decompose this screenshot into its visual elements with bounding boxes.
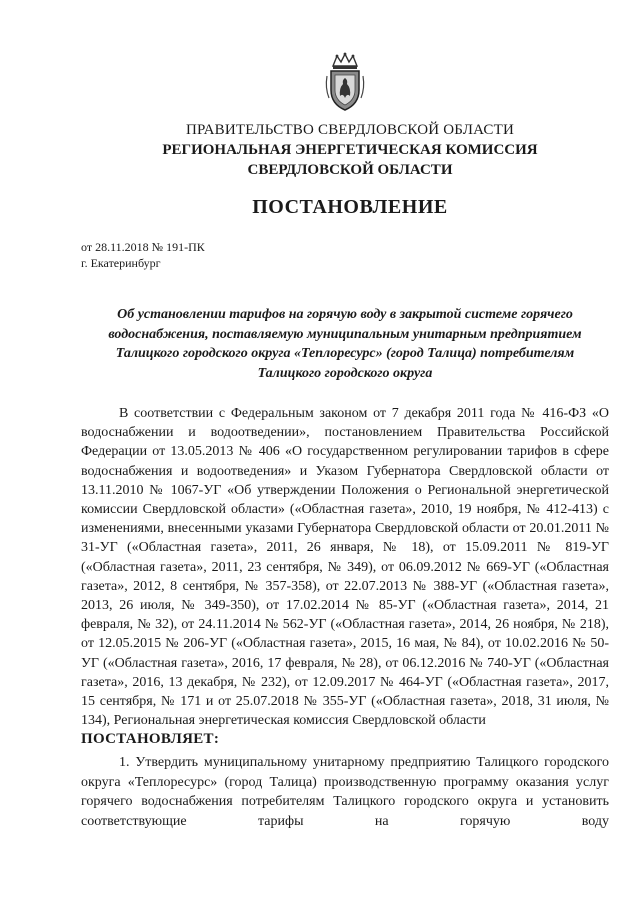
resolves-heading: ПОСТАНОВЛЯЕТ: <box>81 731 220 747</box>
document-subject: Об установлении тарифов на горячую воду в закрытой системе горячего водоснабжения, поставляемую муниципальным унитарным предприятием Талицкого городского округа «Теплоресурс» (город Талица) потребителям Талицкого городского округа <box>108 307 582 381</box>
region-name: СВЕРДЛОВСКОЙ ОБЛАСТИ <box>247 162 453 178</box>
government-name: ПРАВИТЕЛЬСТВО СВЕРДЛОВСКОЙ ОБЛАСТИ <box>185 122 515 138</box>
document-date-number: от 28.11.2018 № 191-ПК <box>81 240 205 254</box>
commission-name: РЕГИОНАЛЬНАЯ ЭНЕРГЕТИЧЕСКАЯ КОМИССИЯ <box>162 142 538 158</box>
item-1-paragraph: 1. Утвердить муниципальному унитарному предприятию Талицкого городского округа «Теплоресурс» (город Талица) производственную программу оказания услуг горячего водоснабжения потребителям Талицкого городского округа и установить соответствующие тарифы на горячую воду <box>81 755 609 829</box>
crown-shield-icon <box>323 52 367 114</box>
coat-of-arms-emblem <box>323 52 367 114</box>
document-type-title: ПОСТАНОВЛЕНИЕ <box>252 196 448 218</box>
document-city: г. Екатеринбург <box>81 256 161 270</box>
preamble-paragraph: В соответствии с Федеральным законом от 7 декабря 2011 года № 416-ФЗ «О водоснабжении и водоотведении», постановлением Правительства Российской Федерации от 13.05.2013 № 406 «О государственном регулировании тарифов в сфере водоснабжения и водоотведения» и Указом Губернатора Свердловской области от 13.11.2010 № 1067-УГ «Об утверждении Положения о Региональной энергетической комиссии Свердловской области» («Областная газета», 2010, 19 ноября, № 412-413) с изменениями, внесенными указами Губернатора Свердловской области от 20.01.2011 № 31-УГ («Областная газета», 2011, 26 января, № 18), от 15.09.2011 № 819-УГ («Областная газета», 2011, 23 сентября, № 349), от 06.09.2012 № 669-УГ («Областная газета», 2012, 8 сентября, № 357-358), от 22.07.2013 № 388-УГ («Областная газета», 2013, 26 июля, № 349-350), от 17.02.2014 № 85-УГ («Областная газета», 2014, 21 февраля, № 32), от 24.11.2014 № 562-УГ («Областная газета», 2014, 26 ноября, № 218), от 12.05.2015 № 206-УГ («Областная газета», 2015, 16 мая, № 84), от 10.02.2016 № 50-УГ («Областная газета», 2016, 17 февраля, № 28), от 06.12.2016 № 740-УГ («Областная газета», 2016, 13 декабря, № 232), от 12.09.2017 № 464-УГ («Областная газета», 2017, 15 сентября, № 171 и от 25.07.2018 № 355-УГ («Областная газета», 2018, 31 июля, № 134), Региональная энергетическая комиссия Свердловской области <box>81 406 609 729</box>
